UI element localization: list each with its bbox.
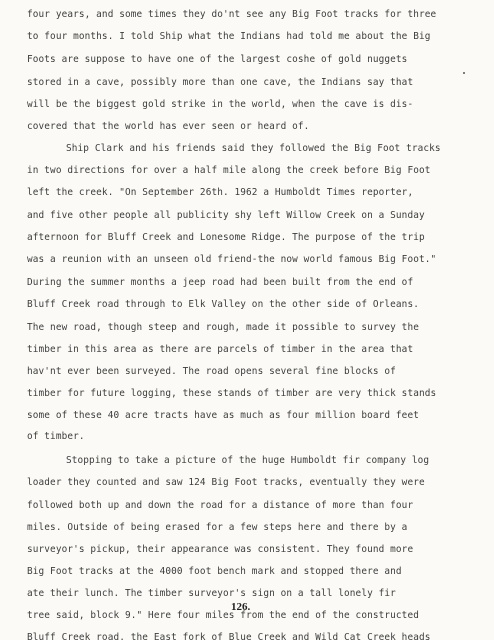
text-line: Bluff Creek road through to Elk Valley on the other side of Orleans. [27,299,419,310]
text-line: tree said, block 9." Here four miles from the end of the constructed [27,610,419,621]
paper-speck [463,72,465,74]
text-line: afternoon for Bluff Creek and Lonesome Ridge. The purpose of the trip [27,232,425,243]
text-line: Bluff Creek road, the East fork of Blue Creek and Wild Cat Creek heads [27,632,431,640]
text-line: surveyor's pickup, their appearance was consistent. They found more [27,544,414,555]
text-line: timber for future logging, these stands of timber are very thick stands [27,388,437,399]
text-line: loader they counted and saw 124 Big Foot tracks, eventually they were [27,477,425,488]
text-line: some of these 40 acre tracts have as much as four million board feet [27,410,419,421]
text-line: hav'nt ever been surveyed. The road opens several fine blocks of [27,366,396,377]
text-line: Stopping to take a picture of the huge Humboldt fir company log [66,455,430,466]
text-line: covered that the world has ever seen or heard of. [27,121,310,132]
text-line: was a reunion with an unseen old friend-the now world famous Big Foot." [27,254,437,265]
text-line: Big Foot tracks at the 4000 foot bench mark and stopped there and [27,566,402,577]
text-line: During the summer months a jeep road had been built from the end of [27,277,414,288]
text-line: left the creek. "On September 26th. 1962 a Humboldt Times reporter, [27,187,414,198]
text-line: Ship Clark and his friends said they followed the Big Foot tracks [66,143,441,154]
text-line: four years, and some times they do'nt see any Big Foot tracks for three [27,9,437,20]
text-line: to four months. I told Ship what the Indians had told me about the Big [27,31,431,42]
text-line: in two directions for over a half mile along the creek before Big Foot [27,165,431,176]
text-line: Foots are suppose to have one of the largest coshe of gold nuggets [27,54,408,65]
text-line: of timber. [27,431,85,442]
text-line: timber in this area as there are parcels of timber in the area that [27,344,414,355]
page-number: 126. [231,601,251,613]
text-line: The new road, though steep and rough, made it possible to survey the [27,322,419,333]
text-line: miles. Outside of being erased for a few steps here and there by a [27,522,408,533]
text-line: followed both up and down the road for a distance of more than four [27,500,414,511]
text-line: ate their lunch. The timber surveyor's sign on a tall lonely fir [27,588,396,599]
text-line: stored in a cave, possibly more than one cave, the Indians say that [27,77,414,88]
text-line: will be the biggest gold strike in the world, when the cave is dis- [27,99,414,110]
text-line: and five other people all publicity shy left Willow Creek on a Sunday [27,210,425,221]
